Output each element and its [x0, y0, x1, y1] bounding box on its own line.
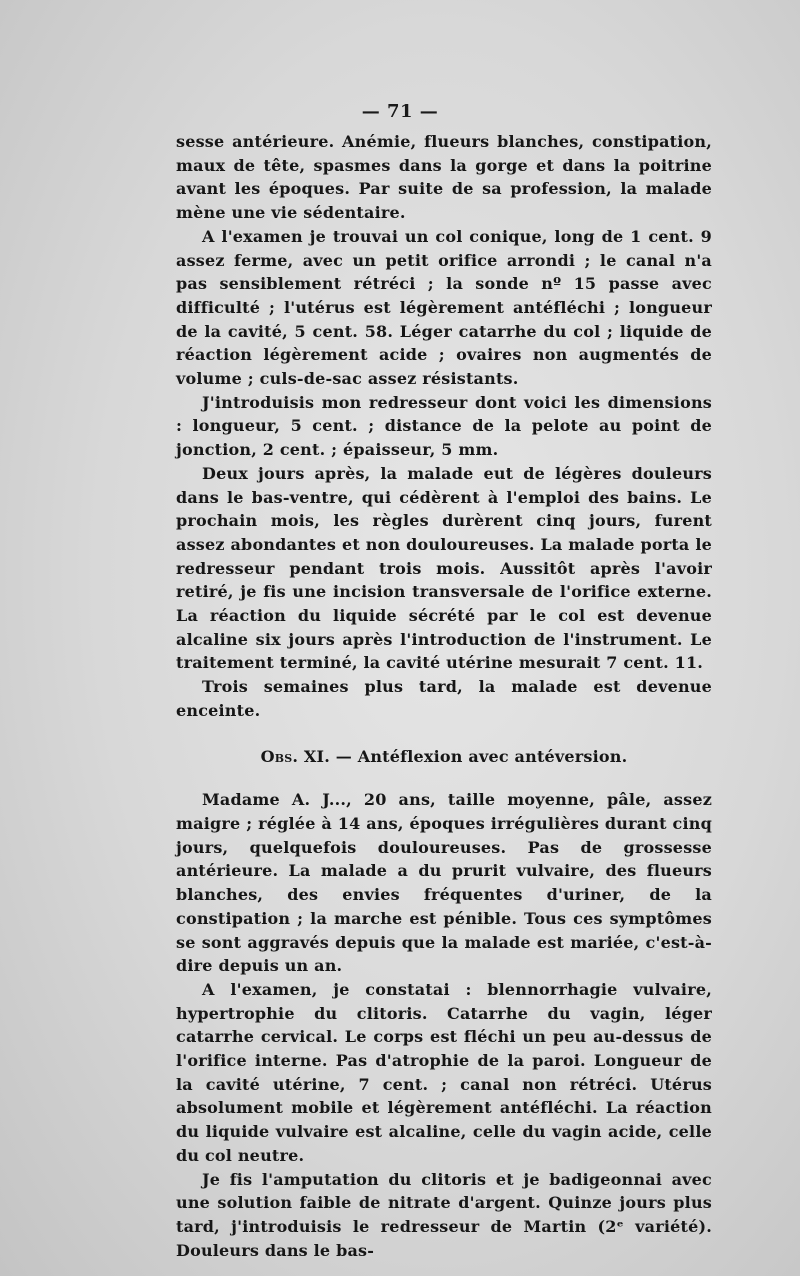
observation-title: — Antéflexion avec antéversion. — [330, 746, 628, 766]
paragraph: A l'examen, je constatai : blennorrhagie vulvaire, hypertrophie du clitoris. Catarrhe du vagin, léger catarrhe cervical. Le corps est fléchi un peu au-dessus de l'orifice interne. Pas d'atrophie de la paroi. Longueur de la cavité utérine, 7 cent. ; canal non rétréci. Utérus absolument mobile et légèrement antéfléchi. La réaction du liquide vulvaire est alcaline, celle du vagin acide, celle du col neutre. — [176, 979, 712, 1165]
observation-label: Obs. XI. — [260, 746, 330, 766]
paragraph: Je fis l'amputation du clitoris et je badigeonnai avec une solution faible de nitrate d'argent. Quinze jours plus tard, j'introduisis le redresseur de Martin (2ᵉ variété). Douleurs dans le bas- — [176, 1169, 712, 1260]
observation-heading — [176, 745, 712, 769]
paragraph: Trois semaines plus tard, la malade est devenue enceinte. — [176, 677, 712, 720]
paragraphs-top — [176, 130, 712, 723]
paragraph: sesse antérieure. Anémie, flueurs blanches, constipation, maux de tête, spasmes dans la gorge et dans la poitrine avant les époques. Par suite de sa profession, la malade mène une vie sédentaire. — [176, 132, 712, 223]
paragraph: Madame A. J..., 20 ans, taille moyenne, pâle, assez maigre ; réglée à 14 ans, époques irrégulières durant cinq jours, quelquefois douloureuses. Pas de grossesse antérieure. La malade a du prurit vulvaire, des flueurs blanches, des envies fréquentes d'uriner, de la constipation ; la marche est pénible. Tous ces symptômes se sont aggravés depuis que la malade est mariée, c'est-à-dire depuis un an. — [176, 790, 712, 976]
paragraphs-bottom — [176, 788, 712, 1262]
paragraph: A l'examen je trouvai un col conique, long de 1 cent. 9 assez ferme, avec un petit orifice arrondi ; le canal n'a pas sensiblement rétréci ; la sonde nº 15 passe avec difficulté ; l'utérus est légèrement antéfléchi ; longueur de la cavité, 5 cent. 58. Léger catarrhe du col ; liquide de réaction légèrement acide ; ovaires non augmentés de volume ; culs-de-sac assez résistants. — [176, 226, 712, 389]
body-text — [176, 130, 712, 1262]
page-number: — 71 — — [361, 101, 439, 122]
paragraph: J'introduisis mon redresseur dont voici les dimensions : longueur, 5 cent. ; distance de la pelote au point de jonction, 2 cent. ; épaisseur, 5 mm. — [176, 392, 712, 460]
paragraph: Deux jours après, la malade eut de légères douleurs dans le bas-ventre, qui cédèrent à l'emploi des bains. Le prochain mois, les règles durèrent cinq jours, furent assez abondantes et non douloureuses. La malade porta le redresseur pendant trois mois. Aussitôt après l'avoir retiré, je fis une incision transversale de l'orifice externe. La réaction du liquide sécrété par le col est devenue alcaline six jours après l'introduction de l'instrument. Le traitement terminé, la cavité utérine mesurait 7 cent. 11. — [176, 463, 712, 673]
